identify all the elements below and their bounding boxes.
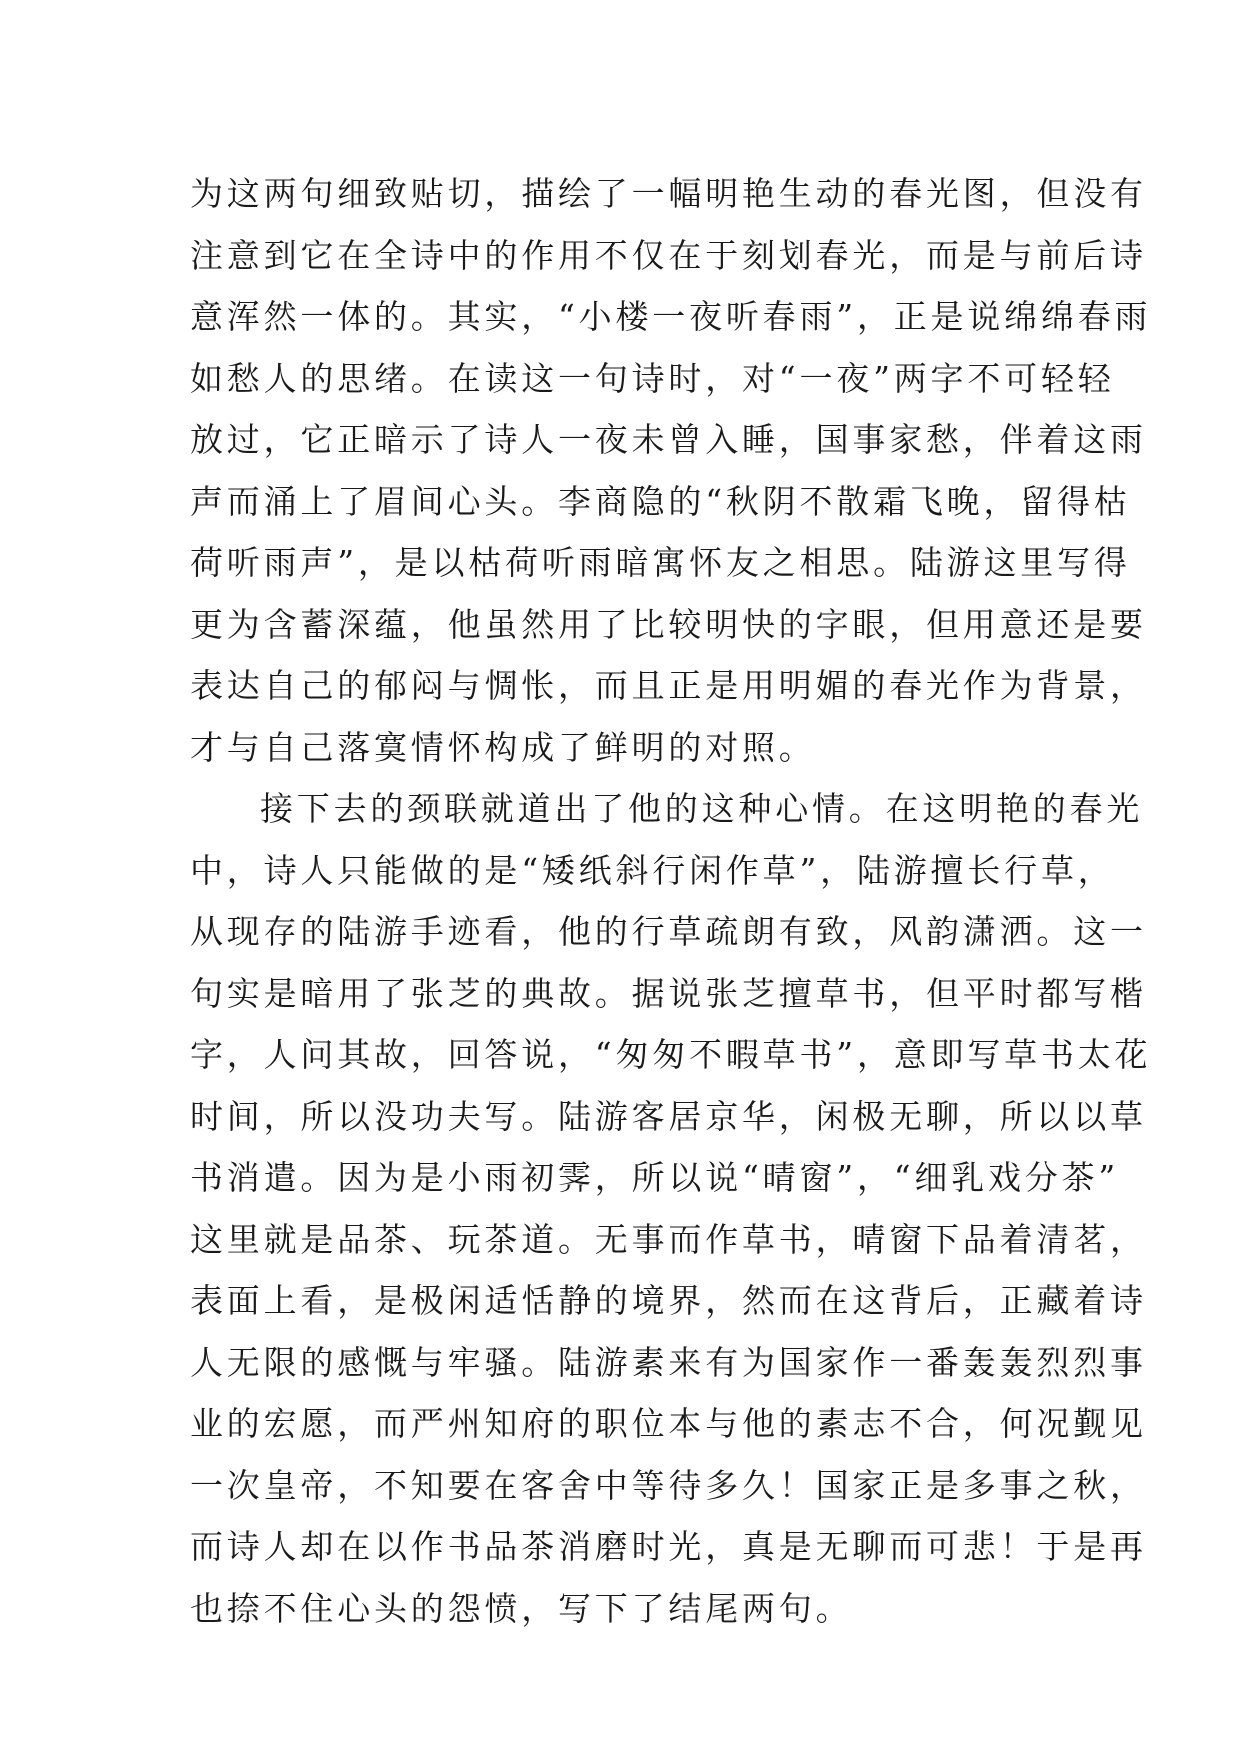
paragraph-2-line: 业的宏愿，而严州知府的职位本与他的素志不合，何况觐见 — [190, 1404, 1147, 1443]
paragraph-2-line: 表面上看，是极闲适恬静的境界，然而在这背后，正藏着诗 — [190, 1281, 1147, 1320]
paragraph-1-line: 为这两句细致贴切，描绘了一幅明艳生动的春光图，但没有 — [190, 174, 1147, 213]
paragraph-2-line: 时间，所以没功夫写。陆游客居京华，闲极无聊，所以以草 — [190, 1096, 1147, 1136]
paragraph-2-line: 从现存的陆游手迹看，他的行草疏朗有致，风韵潇洒。这一 — [190, 912, 1147, 951]
paragraph-1-line: 注意到它在全诗中的作用不仅在于刻划春光，而是与前后诗 — [190, 235, 1147, 275]
paragraph-2-line: 书消遣。因为是小雨初霁，所以说“晴窗”，“细乳戏分茶” — [190, 1158, 1120, 1197]
paragraph-2-first-line: 接下去的颈联就道出了他的这种心情。在这明艳的春光 — [260, 789, 1144, 828]
paragraph-1-line: 才与自己落寞情怀构成了鲜明的对照。 — [190, 727, 816, 767]
paragraph-1-line: 荷听雨声”，是以枯荷听雨暗寓怀友之相思。陆游这里写得 — [190, 543, 1131, 582]
paragraph-2-line: 这里就是品茶、玩茶道。无事而作草书，晴窗下品着清茗， — [190, 1219, 1147, 1259]
paragraph-2-line: 而诗人却在以作书品茶消磨时光，真是无聊而可悲！于是再 — [190, 1527, 1147, 1566]
paragraph-2-line: 人无限的感慨与牢骚。陆游素来有为国家作一番轰轰烈烈事 — [190, 1342, 1147, 1382]
paragraph-2-line: 句实是暗用了张芝的典故。据说张芝擅草书，但平时都写楷 — [190, 973, 1147, 1013]
paragraph-2-line: 字，人问其故，回答说，“匆匆不暇草书”，意即写草书太花 — [190, 1035, 1152, 1074]
paragraph-2-line: 一次皇帝，不知要在客舍中等待多久！国家正是多事之秋， — [190, 1465, 1147, 1505]
paragraph-1-line: 声而涌上了眉间心头。李商隐的“秋阴不散霜飞晚，留得枯 — [190, 481, 1131, 521]
paragraph-2-line: 也捺不住心头的怨愤，写下了结尾两句。 — [190, 1588, 853, 1628]
paragraph-1-line: 意浑然一体的。其实，“小楼一夜听春雨”，正是说绵绵春雨 — [190, 297, 1152, 336]
paragraph-1-line: 如愁人的思绪。在读这一句诗时，对“一夜”两字不可轻轻 — [190, 358, 1115, 398]
document-body — [190, 163, 1152, 1639]
paragraph-1-line: 表达自己的郁闷与惆怅，而且正是用明媚的春光作为背景， — [190, 666, 1147, 705]
paragraph-2-line: 中，诗人只能做的是“矮纸斜行闲作草”，陆游擅长行草， — [190, 850, 1115, 890]
paragraph-1-line: 更为含蓄深蕴，他虽然用了比较明快的字眼，但用意还是要 — [190, 604, 1147, 644]
paragraph-1-line: 放过，它正暗示了诗人一夜未曾入睡，国事家愁，伴着这雨 — [190, 420, 1147, 459]
